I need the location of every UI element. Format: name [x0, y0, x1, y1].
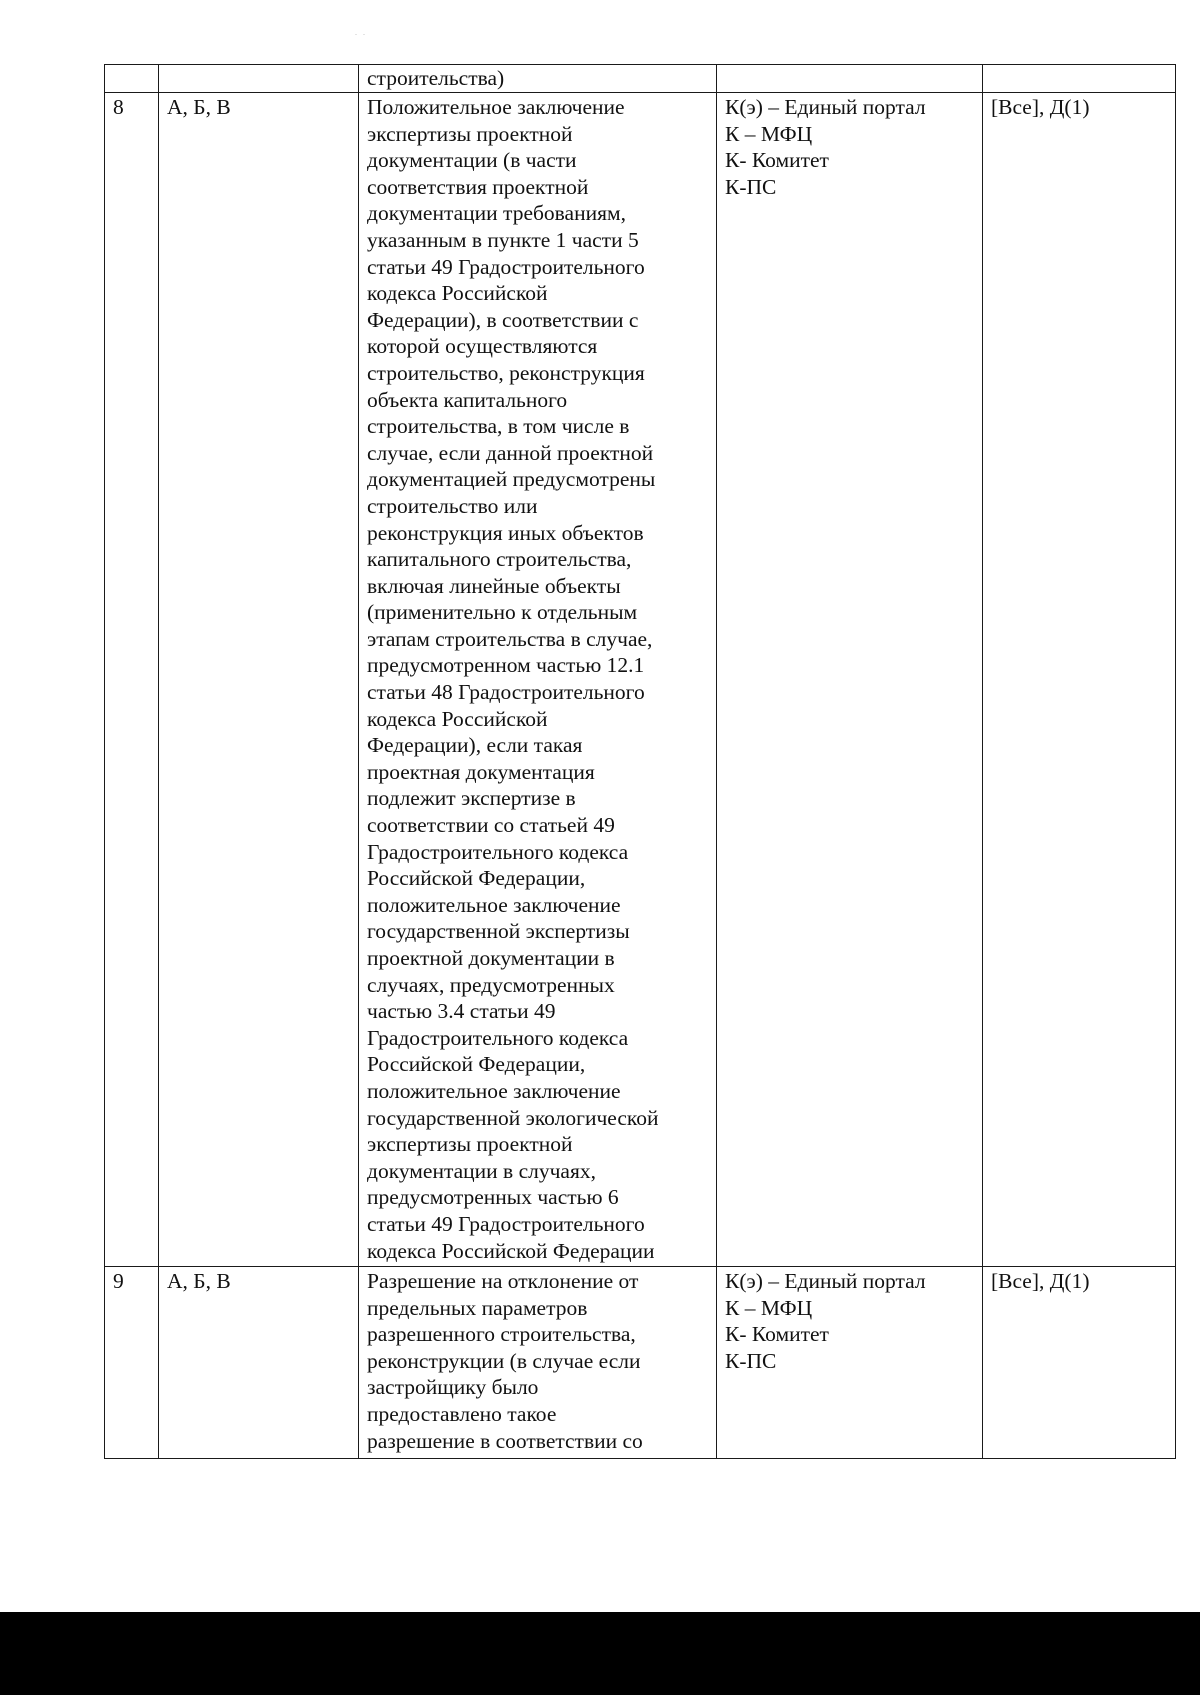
cell-text-line: государственной экспертизы — [367, 919, 630, 944]
cell-text-line: статьи 49 Градостроительного — [367, 254, 645, 279]
cell-text-line: строительство, реконструкция — [367, 360, 645, 385]
cell-text-line: документации требованиям, — [367, 201, 626, 226]
cell-text-line: предоставлено такое — [367, 1401, 557, 1426]
row-applicants: [Все], Д(1) — [983, 93, 1176, 1267]
cell-text-line: разрешение в соответствии со — [367, 1428, 643, 1453]
cell-text-line: кодекса Российской — [367, 706, 548, 731]
cell-text-line: документацией предусмотрены — [367, 467, 656, 492]
cell-text-line: Градостроительного кодекса — [367, 839, 629, 864]
cell-text-line: К-ПС — [725, 174, 777, 199]
cell-text-line: проектная документация — [367, 759, 595, 784]
document-text-line: строительства) — [367, 66, 505, 90]
cell-text-line: кодекса Российской — [367, 281, 548, 306]
cell-text-line: строительство или — [367, 493, 538, 518]
cell-text-line: Федерации), в соответствии с — [367, 307, 639, 332]
row-document-text — [359, 1267, 717, 1459]
cell-text-line: этапам строительства в случае, — [367, 626, 653, 651]
cell-text-line: статьи 49 Градостроительного — [367, 1211, 645, 1236]
table-row — [105, 93, 1176, 1267]
cell-text-line: К(э) – Единый портал — [725, 1269, 926, 1293]
cell-text-line: Положительное заключение — [367, 95, 625, 119]
cell-text-line: Федерации), если такая — [367, 733, 583, 758]
cell-text-line: проектной документации в — [367, 946, 615, 970]
cell-text-line: застройщику было — [367, 1375, 539, 1400]
row-submission-methods — [717, 1267, 983, 1459]
cell-text-line: экспертизы проектной — [367, 1132, 573, 1157]
cell-text-line: положительное заключение — [367, 892, 621, 917]
cell-text-line: К-ПС — [725, 1348, 777, 1373]
row-number: 8 — [105, 93, 159, 1267]
cell-number — [105, 65, 159, 93]
table-row-continuation — [105, 65, 1176, 93]
cell-text-line: случае, если данной проектной — [367, 440, 654, 465]
cell-submission — [717, 65, 983, 93]
table-row — [105, 1267, 1176, 1459]
cell-text-line: строительства, в том числе в — [367, 414, 630, 439]
cell-text-line: разрешенного строительства, — [367, 1322, 636, 1347]
cell-text-line: экспертизы проектной — [367, 121, 573, 146]
row-number: 9 — [105, 1267, 159, 1459]
cell-text-line: Разрешение на отклонение от — [367, 1269, 639, 1293]
cell-text-line: соответствия проектной — [367, 174, 589, 199]
cell-text-line: Российской Федерации, — [367, 1052, 586, 1077]
cell-text-line: включая линейные объекты — [367, 573, 621, 598]
row-categories: А, Б, В — [159, 93, 359, 1267]
cell-text-line: К- Комитет — [725, 1322, 829, 1347]
cell-text-line: К- Комитет — [725, 148, 829, 173]
cell-text-line: (применительно к отдельным — [367, 600, 638, 625]
cell-text-line: капитального строительства, — [367, 547, 632, 572]
cell-text-line: Российской Федерации, — [367, 866, 586, 891]
cell-text-line: К(э) – Единый портал — [725, 95, 926, 119]
cell-text-line: К – МФЦ — [725, 1295, 813, 1320]
cell-text-line: реконструкции (в случае если — [367, 1348, 641, 1373]
cell-text-line: статьи 48 Градостроительного — [367, 680, 645, 705]
cell-text-line: случаях, предусмотренных — [367, 972, 615, 997]
cell-text-line: К – МФЦ — [725, 121, 813, 146]
cell-document — [359, 65, 717, 93]
scan-artifact: . . — [355, 28, 367, 37]
cell-text-line: реконструкция иных объектов — [367, 520, 644, 545]
cell-text-line: указанным в пункте 1 части 5 — [367, 227, 639, 252]
cell-text-line: соответствии со статьей 49 — [367, 813, 615, 838]
cell-text-line: кодекса Российской Федерации — [367, 1238, 655, 1263]
cell-text-line: документации в случаях, — [367, 1158, 596, 1183]
cell-text-line: предельных параметров — [367, 1295, 588, 1320]
cell-text-line: подлежит экспертизе в — [367, 786, 576, 811]
cell-applicants — [983, 65, 1176, 93]
cell-text-line: предусмотренном частью 12.1 — [367, 653, 645, 678]
cell-text-line: документации (в части — [367, 148, 577, 173]
scan-bottom-edge — [0, 1612, 1200, 1695]
documents-table — [104, 64, 1176, 1459]
cell-text-line: объекта капитального — [367, 387, 568, 412]
row-applicants: [Все], Д(1) — [983, 1267, 1176, 1459]
cell-text-line: предусмотренных частью 6 — [367, 1185, 619, 1210]
cell-text-line: государственной экологической — [367, 1105, 659, 1130]
cell-text-line: Градостроительного кодекса — [367, 1025, 629, 1050]
row-submission-methods — [717, 93, 983, 1267]
cell-text-line: положительное заключение — [367, 1078, 621, 1103]
cell-text-line: которой осуществляются — [367, 334, 598, 359]
row-categories: А, Б, В — [159, 1267, 359, 1459]
row-document-text — [359, 93, 717, 1267]
cell-text-line: частью 3.4 статьи 49 — [367, 999, 556, 1024]
cell-categories — [159, 65, 359, 93]
